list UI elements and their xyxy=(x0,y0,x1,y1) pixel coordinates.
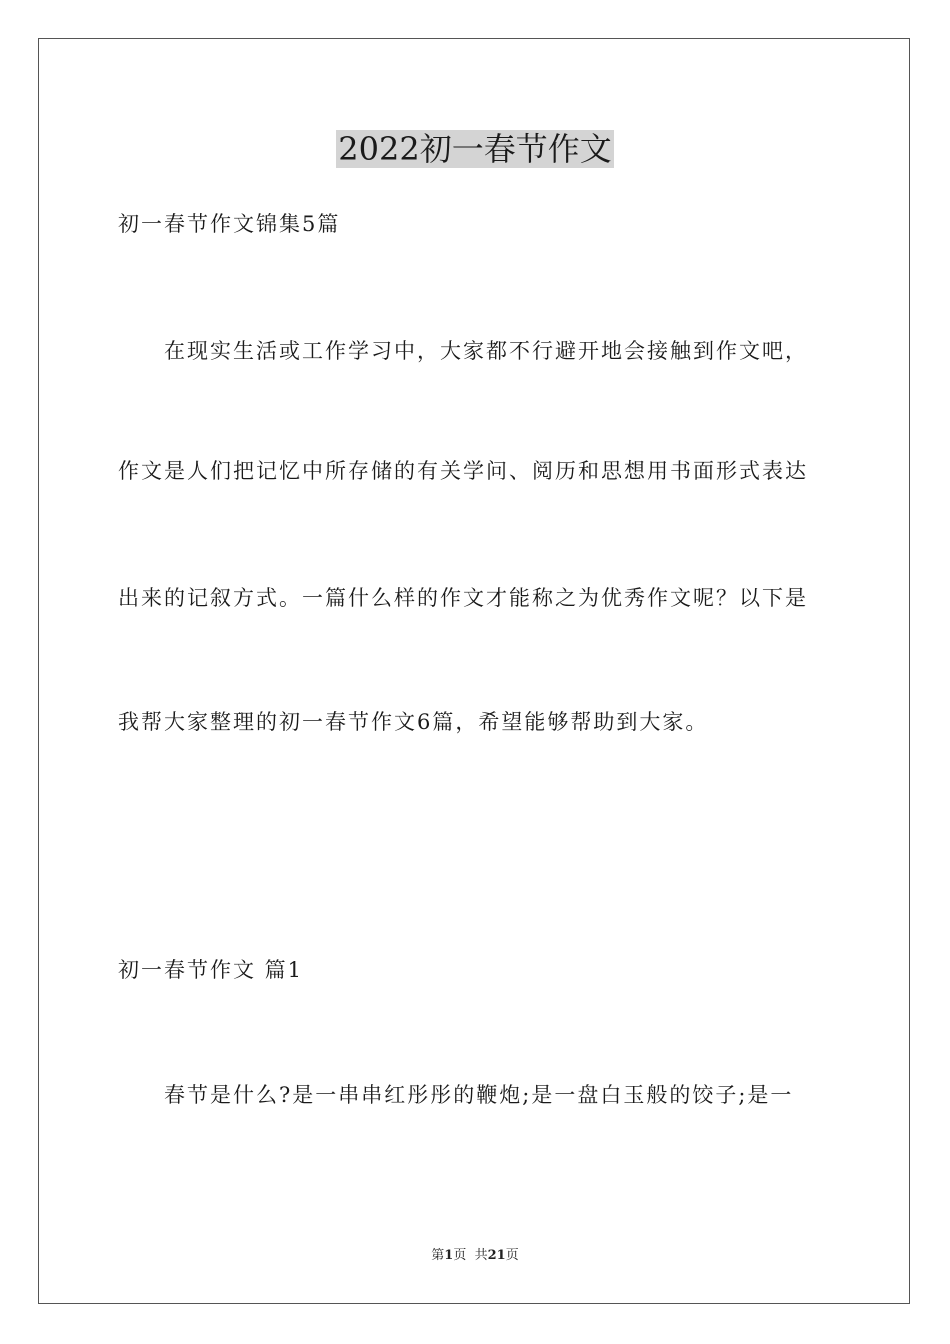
footer-page-suffix: 页 xyxy=(505,1248,519,1263)
intro-line-3: 出来的记叙方式。一篇什么样的作文才能称之为优秀作文呢？以下是 xyxy=(118,586,808,610)
page-footer xyxy=(0,1246,950,1266)
footer-page-prefix: 第 xyxy=(431,1248,445,1263)
document-title xyxy=(0,126,950,172)
intro-line-4: 我帮大家整理的初一春节作文6篇，希望能够帮助到大家。 xyxy=(118,710,709,734)
document-subtitle: 初一春节作文锦集5篇 xyxy=(118,212,341,236)
document-title-text: 2022初一春节作文 xyxy=(338,130,612,168)
footer-page-current: 1 xyxy=(444,1248,454,1263)
footer-page-mid: 页 共 xyxy=(453,1248,488,1263)
intro-line-2: 作文是人们把记忆中所存储的有关学问、阅历和思想用书面形式表达 xyxy=(118,459,808,483)
section-heading: 初一春节作文 篇1 xyxy=(118,958,304,982)
intro-line-1: 在现实生活或工作学习中，大家都不行避开地会接触到作文吧， xyxy=(164,339,808,363)
section-line-1: 春节是什么?是一串串红彤彤的鞭炮;是一盘白玉般的饺子;是一 xyxy=(164,1083,794,1107)
footer-page-total: 21 xyxy=(487,1248,506,1263)
